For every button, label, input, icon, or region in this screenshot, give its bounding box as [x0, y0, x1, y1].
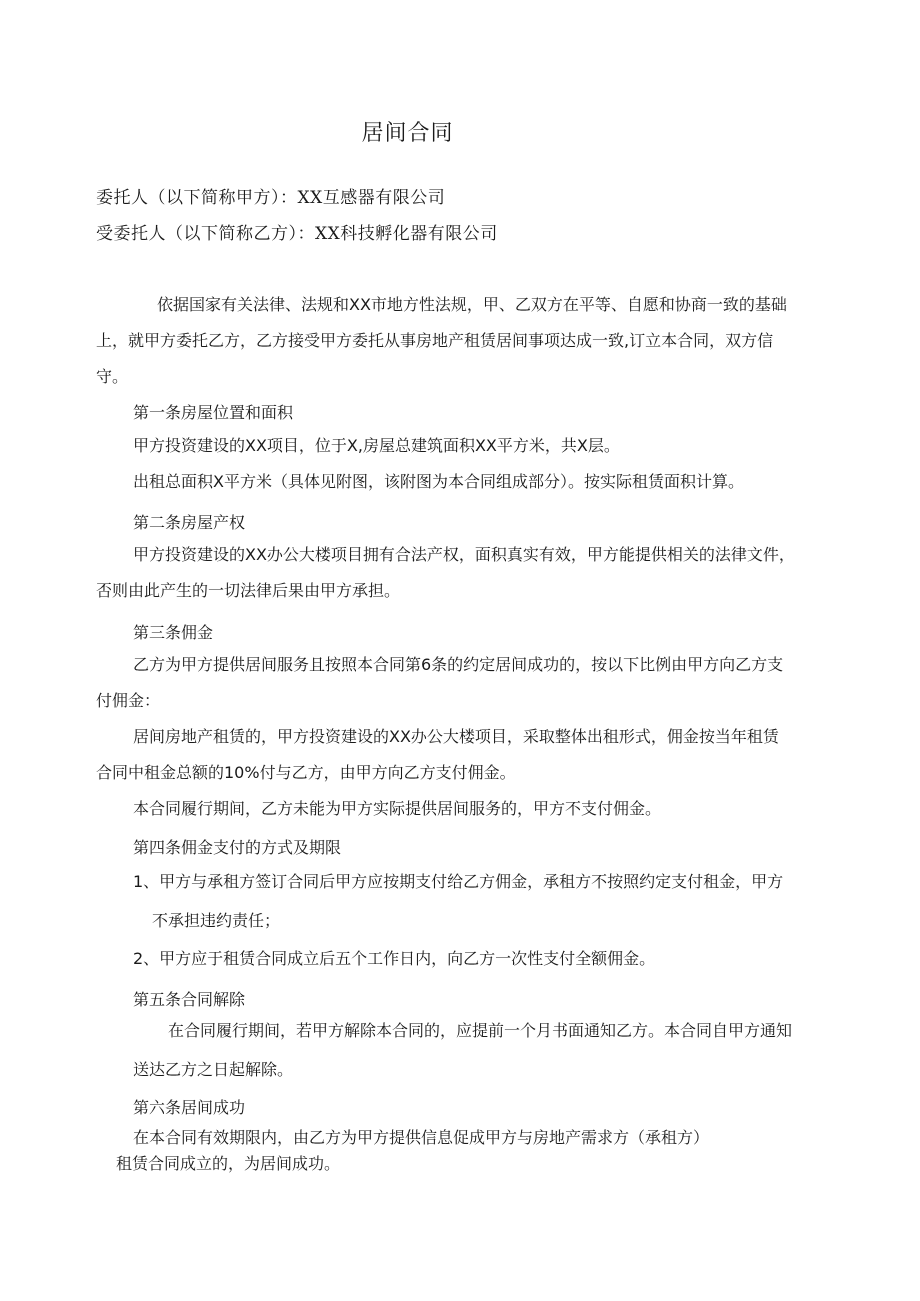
article-2-line-1: 甲方投资建设的XX办公大楼项目拥有合法产权，面积真实有效，甲方能提供相关的法律文件， [133, 545, 795, 564]
article-3-para-2-line-1: 居间房地产租赁的，甲方投资建设的XX办公大楼项目，采取整体出租形式，佣金按当年租赁 [133, 727, 779, 746]
article-1-heading: 第一条房屋位置和面积 [133, 403, 294, 422]
article-3-para-1-line-1: 乙方为甲方提供居间服务且按照本合同第6条的约定居间成功的，按以下比例由甲方向乙方支 [133, 655, 784, 674]
article-4-item-2: 2、甲方应于租赁合同成立后五个工作日内，向乙方一次性支付全额佣金。 [133, 949, 656, 968]
article-1-line-2: 出租总面积X平方米（具体见附图，该附图为本合同组成部分）。按实际租赁面积计算。 [133, 472, 744, 491]
client-party-line: 委托人（以下简称甲方）：XX互感器有限公司 [96, 188, 446, 208]
article-5-heading: 第五条合同解除 [133, 990, 246, 1009]
article-4-item-1-line-2: 不承担违约责任； [152, 911, 281, 930]
article-4-item-1-line-1: 1、甲方与承租方签订合同后甲方应按期支付给乙方佣金，承租方不按照约定支付租金，甲方 [133, 872, 784, 891]
article-2-line-2: 否则由此产生的一切法律后果由甲方承担。 [96, 581, 401, 600]
intro-line-2: 上，就甲方委托乙方，乙方接受甲方委托从事房地产租赁居间事项达成一致,订立本合同，双方信 [96, 331, 774, 350]
article-3-heading: 第三条佣金 [133, 623, 214, 642]
intro-line-3: 守。 [96, 367, 129, 386]
article-3-para-2-line-2: 合同中租金总额的10%付与乙方，由甲方向乙方支付佣金。 [96, 763, 516, 782]
article-4-heading: 第四条佣金支付的方式及期限 [133, 838, 342, 857]
article-6-heading: 第六条居间成功 [133, 1098, 246, 1117]
article-5-line-2: 送达乙方之日起解除。 [133, 1060, 294, 1079]
document-title: 居间合同 [361, 121, 454, 146]
article-3-para-3: 本合同履行期间，乙方未能为甲方实际提供居间服务的，甲方不支付佣金。 [133, 799, 662, 818]
article-6-line-1: 在本合同有效期限内，由乙方为甲方提供信息促成甲方与房地产需求方（承租方） [133, 1128, 710, 1147]
article-1-line-1: 甲方投资建设的XX项目，位于X,房屋总建筑面积XX平方米，共X层。 [133, 436, 620, 455]
article-2-heading: 第二条房屋产权 [133, 513, 246, 532]
intro-line-1: 依据国家有关法律、法规和XX市地方性法规，甲、乙双方在平等、自愿和协商一致的基础 [157, 295, 787, 314]
agent-party-line: 受委托人（以下简称乙方）：XX科技孵化器有限公司 [96, 224, 498, 244]
article-5-line-1: 在合同履行期间，若甲方解除本合同的，应提前一个月书面通知乙方。本合同自甲方通知 [168, 1021, 793, 1040]
article-6-line-2: 租赁合同成立的，为居间成功。 [116, 1154, 341, 1173]
article-3-para-1-line-2: 付佣金： [96, 691, 161, 710]
